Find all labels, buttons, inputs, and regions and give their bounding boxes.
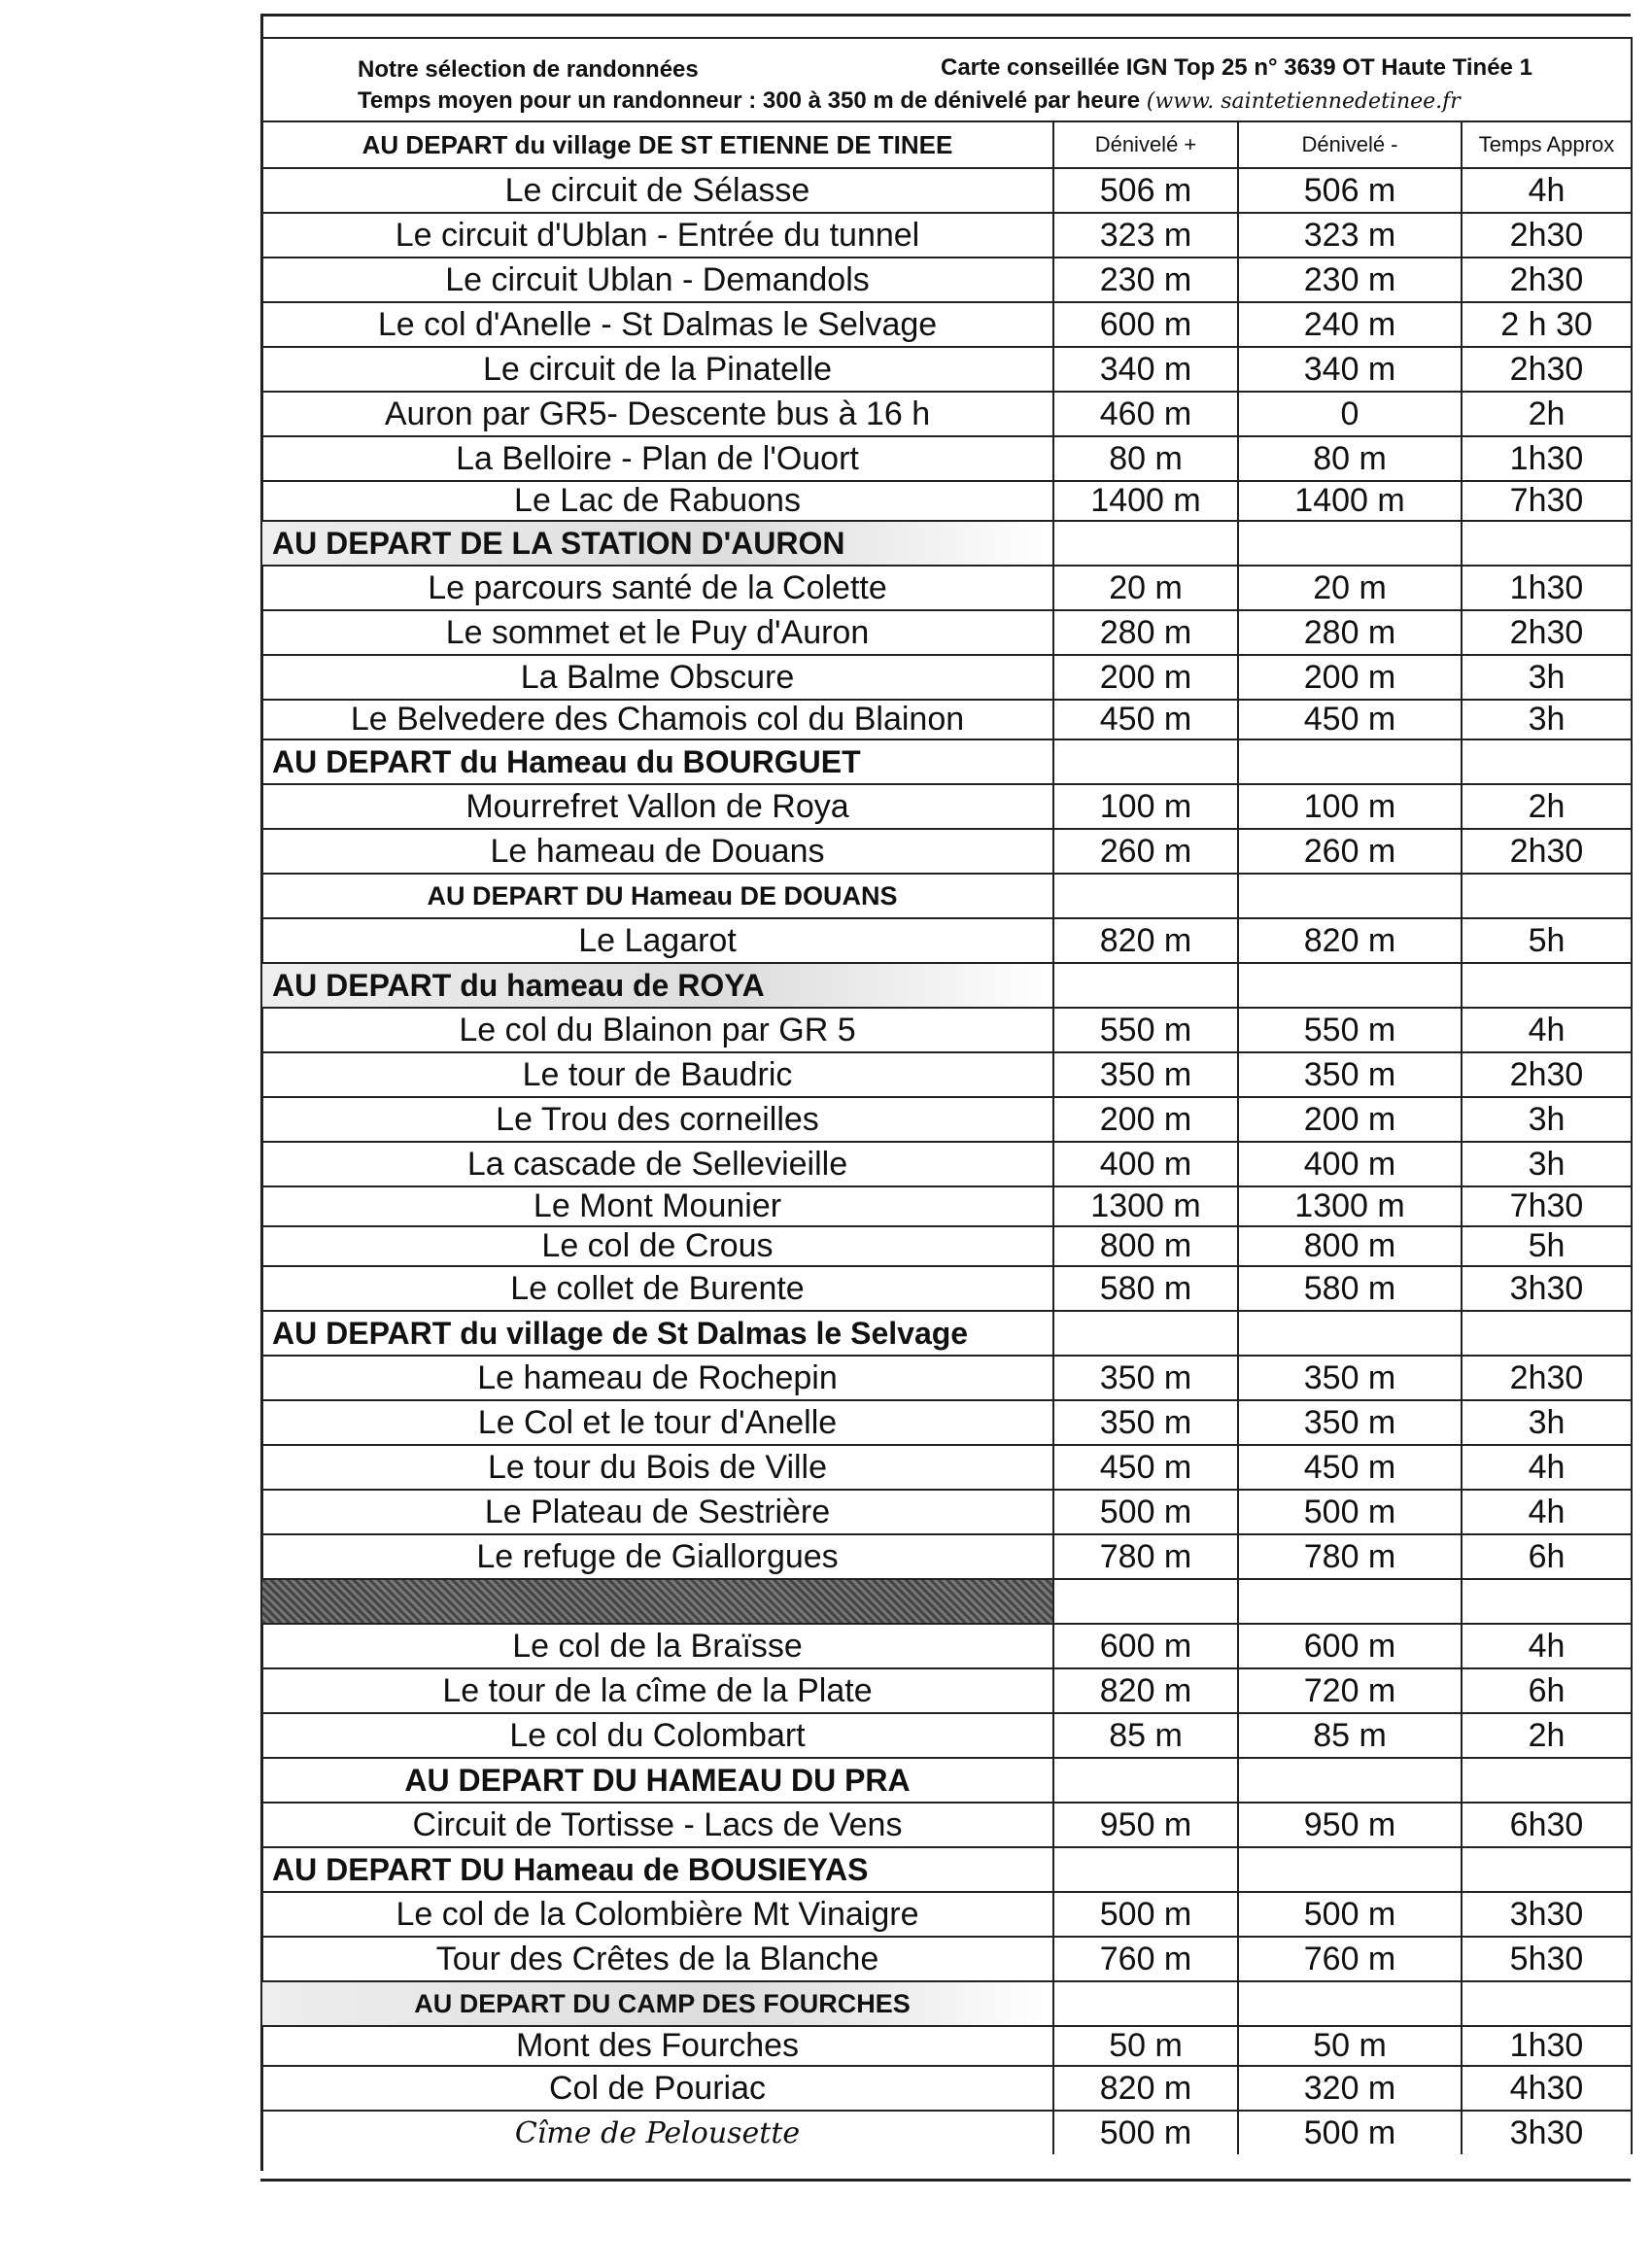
empty-cell <box>1462 1847 1632 1892</box>
approx-time: 3h <box>1462 700 1632 739</box>
hike-name: Circuit de Tortisse - Lacs de Vens <box>261 1803 1053 1847</box>
hike-name: Le hameau de Rochepin <box>261 1356 1053 1400</box>
elevation-loss: 450 m <box>1238 1445 1462 1490</box>
approx-time: 4h30 <box>1462 2066 1632 2111</box>
hike-name: Le col du Colombart <box>261 1713 1053 1758</box>
approx-time: 2 h 30 <box>1462 302 1632 347</box>
hikes-table-body <box>261 121 1632 2154</box>
hike-name: Col de Pouriac <box>261 2066 1053 2111</box>
empty-cell <box>1238 739 1462 784</box>
bottom-rule <box>260 2179 1631 2182</box>
elevation-gain: 500 m <box>1053 1490 1238 1534</box>
elevation-gain: 1300 m <box>1053 1186 1238 1226</box>
approx-time: 4h <box>1462 1008 1632 1052</box>
empty-cell <box>1053 963 1238 1008</box>
elevation-loss: 506 m <box>1238 168 1462 213</box>
elevation-gain: 500 m <box>1053 2111 1238 2154</box>
elevation-loss: 450 m <box>1238 700 1462 739</box>
section-title: AU DEPART du Hameau du BOURGUET <box>261 739 1053 784</box>
elevation-gain: 350 m <box>1053 1052 1238 1097</box>
empty-cell <box>1462 1579 1632 1624</box>
elevation-loss: 600 m <box>1238 1624 1462 1668</box>
map-reference: Carte conseillée IGN Top 25 n° 3639 OT Haute Tinée 1 <box>941 54 1532 81</box>
hike-row <box>261 1097 1632 1142</box>
elevation-loss: 320 m <box>1238 2066 1462 2111</box>
hike-row <box>261 436 1632 481</box>
hike-name: Tour des Crêtes de la Blanche <box>261 1937 1053 1981</box>
empty-cell <box>1462 521 1632 566</box>
hike-row <box>261 1490 1632 1534</box>
elevation-gain: 820 m <box>1053 2066 1238 2111</box>
elevation-loss: 260 m <box>1238 829 1462 874</box>
approx-time: 2h30 <box>1462 213 1632 258</box>
elevation-loss: 820 m <box>1238 918 1462 963</box>
empty-cell <box>1462 739 1632 784</box>
empty-cell <box>1238 1758 1462 1803</box>
elevation-gain: 780 m <box>1053 1534 1238 1579</box>
hike-name: Le refuge de Giallorgues <box>261 1534 1053 1579</box>
hikes-table <box>260 120 1633 2154</box>
approx-time: 3h30 <box>1462 1266 1632 1311</box>
approx-time: 2h30 <box>1462 610 1632 655</box>
empty-cell <box>1238 1579 1462 1624</box>
approx-time: 2h <box>1462 392 1632 436</box>
empty-cell <box>1462 963 1632 1008</box>
section-title: AU DEPART DU Hameau DE DOUANS <box>261 874 1053 918</box>
hike-name: Le circuit de Sélasse <box>261 168 1053 213</box>
elevation-gain: 820 m <box>1053 918 1238 963</box>
hike-row <box>261 1226 1632 1266</box>
hike-row <box>261 829 1632 874</box>
elevation-loss: 550 m <box>1238 1008 1462 1052</box>
approx-time: 2h30 <box>1462 829 1632 874</box>
elevation-loss: 760 m <box>1238 1937 1462 1981</box>
elevation-loss: 1400 m <box>1238 481 1462 521</box>
hike-name: Le Plateau de Sestrière <box>261 1490 1053 1534</box>
elevation-loss: 85 m <box>1238 1713 1462 1758</box>
approx-time: 5h <box>1462 1226 1632 1266</box>
approx-time: 6h30 <box>1462 1803 1632 1847</box>
hike-name: Le Mont Mounier <box>261 1186 1053 1226</box>
hike-row <box>261 2026 1632 2066</box>
hike-row <box>261 347 1632 392</box>
section-title: AU DEPART du hameau de ROYA <box>261 963 1053 1008</box>
hike-row <box>261 2066 1632 2111</box>
empty-cell <box>1053 1981 1238 2026</box>
hike-name: Le hameau de Douans <box>261 829 1053 874</box>
elevation-loss: 500 m <box>1238 1490 1462 1534</box>
hike-row <box>261 213 1632 258</box>
pace-note <box>358 87 1461 115</box>
hike-name: Le Trou des corneilles <box>261 1097 1053 1142</box>
elevation-gain: 600 m <box>1053 302 1238 347</box>
elevation-gain: 350 m <box>1053 1400 1238 1445</box>
approx-time: 1h30 <box>1462 2026 1632 2066</box>
elevation-gain: 500 m <box>1053 1892 1238 1937</box>
hike-row <box>261 1892 1632 1937</box>
section-row <box>261 739 1632 784</box>
pace-text: Temps moyen pour un randonneur : 300 à 350 m de dénivelé par heure <box>358 87 1141 114</box>
elevation-loss: 1300 m <box>1238 1186 1462 1226</box>
elevation-loss: 240 m <box>1238 302 1462 347</box>
hike-row <box>261 2111 1632 2154</box>
empty-cell <box>1462 1311 1632 1356</box>
elevation-loss: 80 m <box>1238 436 1462 481</box>
hike-name: Le Lac de Rabuons <box>261 481 1053 521</box>
elevation-loss: 200 m <box>1238 655 1462 700</box>
hike-row <box>261 1445 1632 1490</box>
elevation-gain: 230 m <box>1053 258 1238 302</box>
elevation-gain: 280 m <box>1053 610 1238 655</box>
section-title: AU DEPART du village DE ST ETIENNE DE TINEE <box>261 121 1053 168</box>
top-rule <box>260 14 1631 17</box>
hike-row <box>261 918 1632 963</box>
section-row <box>261 874 1632 918</box>
elevation-loss: 0 <box>1238 392 1462 436</box>
approx-time: 3h <box>1462 655 1632 700</box>
hike-name: Le Lagarot <box>261 918 1053 963</box>
elevation-gain: 340 m <box>1053 347 1238 392</box>
hike-name: Le col de la Colombière Mt Vinaigre <box>261 1892 1053 1937</box>
elevation-gain: 50 m <box>1053 2026 1238 2066</box>
hike-row <box>261 784 1632 829</box>
empty-cell <box>1053 1579 1238 1624</box>
elevation-loss: 350 m <box>1238 1400 1462 1445</box>
hike-row <box>261 1713 1632 1758</box>
hike-name: Le col du Blainon par GR 5 <box>261 1008 1053 1052</box>
elevation-loss: 720 m <box>1238 1668 1462 1713</box>
empty-cell <box>1238 1311 1462 1356</box>
section-row <box>261 1981 1632 2026</box>
empty-cell <box>1053 521 1238 566</box>
hike-name: Auron par GR5- Descente bus à 16 h <box>261 392 1053 436</box>
hike-name: La cascade de Sellevieille <box>261 1142 1053 1186</box>
hike-name: Le collet de Burente <box>261 1266 1053 1311</box>
elevation-gain: 506 m <box>1053 168 1238 213</box>
hike-row <box>261 566 1632 610</box>
approx-time: 7h30 <box>1462 1186 1632 1226</box>
elevation-gain: 1400 m <box>1053 481 1238 521</box>
empty-cell <box>1238 1847 1462 1892</box>
elevation-gain: 760 m <box>1053 1937 1238 1981</box>
approx-time: 4h <box>1462 168 1632 213</box>
sheet-header <box>260 37 1633 120</box>
elevation-gain: 200 m <box>1053 655 1238 700</box>
hike-row <box>261 1803 1632 1847</box>
section-title: AU DEPART DE LA STATION D'AURON <box>261 521 1053 566</box>
section-title: AU DEPART du village de St Dalmas le Selvage <box>261 1311 1053 1356</box>
section-title: AU DEPART DU Hameau de BOUSIEYAS <box>261 1847 1053 1892</box>
approx-time: 3h30 <box>1462 1892 1632 1937</box>
hike-row <box>261 1400 1632 1445</box>
hike-name: La Balme Obscure <box>261 655 1053 700</box>
elevation-loss: 500 m <box>1238 1892 1462 1937</box>
hike-name: Le sommet et le Puy d'Auron <box>261 610 1053 655</box>
section-row-blank <box>261 1579 1632 1624</box>
elevation-gain: 450 m <box>1053 700 1238 739</box>
empty-cell <box>1462 874 1632 918</box>
hike-row <box>261 1266 1632 1311</box>
elevation-loss: 580 m <box>1238 1266 1462 1311</box>
elevation-gain: 80 m <box>1053 436 1238 481</box>
hike-row <box>261 655 1632 700</box>
elevation-loss: 800 m <box>1238 1226 1462 1266</box>
elevation-gain: 200 m <box>1053 1097 1238 1142</box>
empty-cell <box>1053 1847 1238 1892</box>
empty-cell <box>1238 1981 1462 2026</box>
elevation-loss: 200 m <box>1238 1097 1462 1142</box>
col-header-down: Dénivelé - <box>1238 121 1462 168</box>
elevation-loss: 323 m <box>1238 213 1462 258</box>
approx-time: 2h30 <box>1462 1052 1632 1097</box>
elevation-gain: 450 m <box>1053 1445 1238 1490</box>
approx-time: 2h <box>1462 784 1632 829</box>
elevation-gain: 85 m <box>1053 1713 1238 1758</box>
elevation-gain: 820 m <box>1053 1668 1238 1713</box>
empty-cell <box>1238 874 1462 918</box>
website-handwritten: (www. saintetiennedetinee.fr <box>1146 89 1461 114</box>
hike-name: Le circuit d'Ublan - Entrée du tunnel <box>261 213 1053 258</box>
section-title: AU DEPART DU HAMEAU DU PRA <box>261 1758 1053 1803</box>
hike-row <box>261 1142 1632 1186</box>
hike-name: Le circuit de la Pinatelle <box>261 347 1053 392</box>
elevation-gain: 323 m <box>1053 213 1238 258</box>
elevation-gain: 950 m <box>1053 1803 1238 1847</box>
empty-cell <box>1462 1981 1632 2026</box>
approx-time: 4h <box>1462 1624 1632 1668</box>
hike-row <box>261 481 1632 521</box>
approx-time: 2h30 <box>1462 1356 1632 1400</box>
hike-name: Le Col et le tour d'Anelle <box>261 1400 1053 1445</box>
hike-row <box>261 168 1632 213</box>
elevation-loss: 780 m <box>1238 1534 1462 1579</box>
hike-row <box>261 392 1632 436</box>
hike-row <box>261 610 1632 655</box>
selection-title: Notre sélection de randonnées <box>358 56 699 83</box>
hike-row <box>261 1356 1632 1400</box>
approx-time: 4h <box>1462 1490 1632 1534</box>
approx-time: 5h <box>1462 918 1632 963</box>
column-header-row <box>261 121 1632 168</box>
elevation-gain: 350 m <box>1053 1356 1238 1400</box>
col-header-time: Temps Approx <box>1462 121 1632 168</box>
empty-cell <box>1238 521 1462 566</box>
hike-name: Le Belvedere des Chamois col du Blainon <box>261 700 1053 739</box>
empty-cell <box>1053 1311 1238 1356</box>
elevation-loss: 230 m <box>1238 258 1462 302</box>
elevation-gain: 600 m <box>1053 1624 1238 1668</box>
hike-row <box>261 1668 1632 1713</box>
hike-name: Mont des Fourches <box>261 2026 1053 2066</box>
hike-name: Le col de la Braïsse <box>261 1624 1053 1668</box>
approx-time: 2h30 <box>1462 258 1632 302</box>
elevation-loss: 340 m <box>1238 347 1462 392</box>
col-header-up: Dénivelé + <box>1053 121 1238 168</box>
elevation-loss: 50 m <box>1238 2026 1462 2066</box>
elevation-loss: 400 m <box>1238 1142 1462 1186</box>
section-row <box>261 1847 1632 1892</box>
approx-time: 3h <box>1462 1097 1632 1142</box>
hike-name: Le tour de Baudric <box>261 1052 1053 1097</box>
hike-name: Le col d'Anelle - St Dalmas le Selvage <box>261 302 1053 347</box>
hike-row <box>261 700 1632 739</box>
empty-cell <box>1053 1758 1238 1803</box>
approx-time: 6h <box>1462 1534 1632 1579</box>
approx-time: 3h <box>1462 1142 1632 1186</box>
empty-cell <box>1238 963 1462 1008</box>
hike-name: Le parcours santé de la Colette <box>261 566 1053 610</box>
section-title: AU DEPART DU CAMP DES FOURCHES <box>261 1981 1053 2026</box>
hike-name: Le tour de la cîme de la Plate <box>261 1668 1053 1713</box>
elevation-loss: 950 m <box>1238 1803 1462 1847</box>
elevation-gain: 400 m <box>1053 1142 1238 1186</box>
elevation-gain: 20 m <box>1053 566 1238 610</box>
approx-time: 4h <box>1462 1445 1632 1490</box>
elevation-loss: 100 m <box>1238 784 1462 829</box>
hike-row <box>261 1186 1632 1226</box>
section-row <box>261 1311 1632 1356</box>
elevation-loss: 500 m <box>1238 2111 1462 2154</box>
elevation-gain: 800 m <box>1053 1226 1238 1266</box>
hike-name: Cîme de Pelousette <box>261 2111 1053 2154</box>
hike-row <box>261 1624 1632 1668</box>
elevation-gain: 100 m <box>1053 784 1238 829</box>
hike-name: Le col de Crous <box>261 1226 1053 1266</box>
hike-row <box>261 1937 1632 1981</box>
elevation-loss: 20 m <box>1238 566 1462 610</box>
approx-time: 2h <box>1462 1713 1632 1758</box>
approx-time: 1h30 <box>1462 566 1632 610</box>
hike-row <box>261 302 1632 347</box>
elevation-gain: 460 m <box>1053 392 1238 436</box>
approx-time: 1h30 <box>1462 436 1632 481</box>
section-title-blackout <box>261 1579 1053 1624</box>
elevation-gain: 260 m <box>1053 829 1238 874</box>
approx-time: 7h30 <box>1462 481 1632 521</box>
elevation-loss: 350 m <box>1238 1052 1462 1097</box>
approx-time: 3h30 <box>1462 2111 1632 2154</box>
approx-time: 5h30 <box>1462 1937 1632 1981</box>
empty-cell <box>1053 874 1238 918</box>
hike-row <box>261 1008 1632 1052</box>
section-row <box>261 1758 1632 1803</box>
empty-cell <box>1462 1758 1632 1803</box>
elevation-gain: 580 m <box>1053 1266 1238 1311</box>
hike-row <box>261 258 1632 302</box>
hike-row <box>261 1534 1632 1579</box>
hike-name: Mourrefret Vallon de Roya <box>261 784 1053 829</box>
hike-name: La Belloire - Plan de l'Ouort <box>261 436 1053 481</box>
empty-cell <box>1053 739 1238 784</box>
elevation-gain: 550 m <box>1053 1008 1238 1052</box>
elevation-loss: 280 m <box>1238 610 1462 655</box>
section-row <box>261 521 1632 566</box>
section-row <box>261 963 1632 1008</box>
hike-name: Le tour du Bois de Ville <box>261 1445 1053 1490</box>
approx-time: 3h <box>1462 1400 1632 1445</box>
approx-time: 6h <box>1462 1668 1632 1713</box>
approx-time: 2h30 <box>1462 347 1632 392</box>
hike-row <box>261 1052 1632 1097</box>
hike-name: Le circuit Ublan - Demandols <box>261 258 1053 302</box>
elevation-loss: 350 m <box>1238 1356 1462 1400</box>
